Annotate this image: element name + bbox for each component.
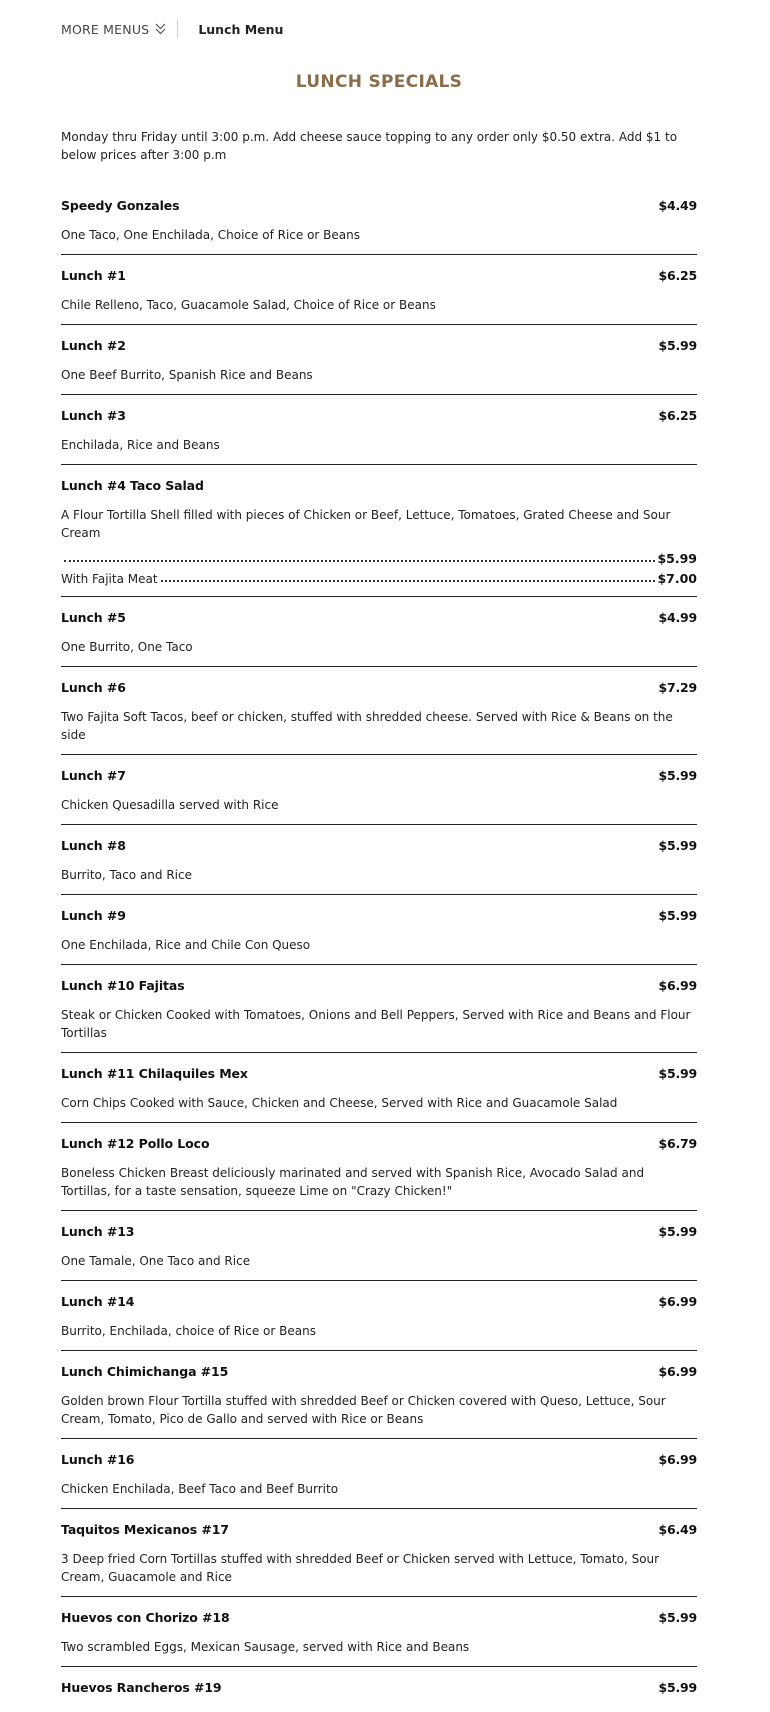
menu-item-description: Steak or Chicken Cooked with Tomatoes, Onions and Bell Peppers, Served with Rice and Beans and Flour Tortillas [61, 1008, 691, 1040]
menu-item-options [61, 546, 697, 586]
menu-item-description: Two Fajita Soft Tacos, beef or chicken, stuffed with shredded cheese. Served with Rice & Beans on the side [61, 710, 673, 742]
menu-item-header [61, 1452, 697, 1474]
menu-item-description: Boneless Chicken Breast deliciously marinated and served with Spanish Rice, Avocado Salad and Tortillas, for a taste sensation, squeeze Lime on "Crazy Chicken!" [61, 1166, 645, 1198]
menu-item-name: Lunch #13 [61, 1224, 135, 1239]
menu-item-name: Lunch #16 [61, 1452, 135, 1467]
menu-item-price: $6.25 [658, 268, 697, 283]
menu-item [61, 667, 697, 755]
menu-item-header [61, 838, 697, 860]
menu-item-description: Chicken Quesadilla served with Rice [61, 798, 279, 812]
menu-item-name: Lunch #4 Taco Salad [61, 478, 204, 493]
menu-item [61, 1597, 697, 1667]
menu-item-price: $6.99 [658, 1364, 697, 1379]
option-price: $5.99 [657, 551, 697, 566]
menu-item-description: Two scrambled Eggs, Mexican Sausage, served with Rice and Beans [61, 1640, 470, 1654]
menu-item-header [61, 1136, 697, 1158]
menu-item-name: Huevos Rancheros #19 [61, 1680, 222, 1695]
menu-item-description: Enchilada, Rice and Beans [61, 438, 220, 452]
menu-item-name: Lunch #12 Pollo Loco [61, 1136, 210, 1151]
menu-item-name: Lunch #5 [61, 610, 126, 625]
menu-item-option [61, 546, 697, 566]
menu-item [61, 1509, 697, 1597]
menu-item-price: $6.49 [658, 1522, 697, 1537]
menu-item-header [61, 1224, 697, 1246]
menu-item [61, 1123, 697, 1211]
menu-item-description: Corn Chips Cooked with Sauce, Chicken and Cheese, Served with Rice and Guacamole Salad [61, 1096, 618, 1110]
menu-item [61, 895, 697, 965]
menu-item-price: $5.99 [658, 838, 697, 853]
current-menu-link[interactable]: Lunch Menu [198, 21, 284, 37]
menu-item-header [61, 198, 697, 220]
dotted-leader [64, 560, 655, 562]
menu-item-header [61, 1294, 697, 1316]
more-menus-label: MORE MENUS [61, 21, 150, 37]
menu-item-price: $7.29 [658, 680, 697, 695]
menu-item-name: Lunch #10 Fajitas [61, 978, 185, 993]
menu-item-description: One Taco, One Enchilada, Choice of Rice or Beans [61, 228, 360, 242]
menu-item [61, 255, 697, 325]
menu-item [61, 1211, 697, 1281]
menu-item [61, 198, 697, 255]
nav-divider [177, 20, 178, 38]
menu-item-description: One Tamale, One Taco and Rice [61, 1254, 251, 1268]
menu-item-name: Huevos con Chorizo #18 [61, 1610, 230, 1625]
menu-item-header [61, 1680, 697, 1702]
menu-item-price: $5.99 [658, 1066, 697, 1081]
menu-item-header [61, 680, 697, 702]
menu-item-header [61, 978, 697, 1000]
menu-item-header [61, 1066, 697, 1088]
menu-item-description: One Enchilada, Rice and Chile Con Queso [61, 938, 311, 952]
menu-item-price: $5.99 [658, 338, 697, 353]
menu-item-price: $6.99 [658, 978, 697, 993]
menu-item [61, 597, 697, 667]
menu-item-name: Lunch Chimichanga #15 [61, 1364, 229, 1379]
menu-item-header [61, 478, 697, 500]
menu-item [61, 1053, 697, 1123]
intro-text: Monday thru Friday until 3:00 p.m. Add cheese sauce topping to any order only $0.50 extra. Add $1 to below prices after 3:00 p.m [61, 130, 678, 162]
menu-item-header [61, 1610, 697, 1632]
menu-item-price: $5.99 [658, 1610, 697, 1625]
menu-item-description: Burrito, Taco and Rice [61, 868, 192, 882]
menu-item-name: Lunch #1 [61, 268, 126, 283]
page-title: LUNCH SPECIALS [295, 72, 463, 92]
menu-item-name: Lunch #14 [61, 1294, 135, 1309]
menu-item-name: Lunch #6 [61, 680, 126, 695]
menu-item-name: Lunch #9 [61, 908, 126, 923]
menu-item-price: $5.99 [658, 908, 697, 923]
menu-item [61, 965, 697, 1053]
menu-item-name: Lunch #11 Chilaquiles Mex [61, 1066, 248, 1081]
menu-item-header [61, 610, 697, 632]
more-menus-button[interactable] [61, 22, 166, 37]
menu-item-description: A Flour Tortilla Shell filled with pieces of Chicken or Beef, Lettuce, Tomatoes, Grated Cheese and Sour Cream [61, 508, 671, 540]
option-price: $7.00 [657, 571, 697, 586]
menu-item-name: Speedy Gonzales [61, 198, 180, 213]
menu-item [61, 1351, 697, 1439]
menu-item-name: Lunch #8 [61, 838, 126, 853]
menu-item [61, 1281, 697, 1351]
menu-item [61, 755, 697, 825]
dotted-leader [161, 580, 656, 582]
option-label: With Fajita Meat [61, 572, 158, 586]
menu-item-name: Lunch #7 [61, 768, 126, 783]
menu-item-header [61, 408, 697, 430]
menu-item-price: $6.25 [658, 408, 697, 423]
menu-item-header [61, 1522, 697, 1544]
double-chevron-down-icon [155, 23, 166, 35]
menu-item [61, 325, 697, 395]
top-nav [61, 18, 283, 40]
menu-item-price: $6.79 [658, 1136, 697, 1151]
menu-item-description: One Beef Burrito, Spanish Rice and Beans [61, 368, 313, 382]
menu-item-description: Chicken Enchilada, Beef Taco and Beef Burrito [61, 1482, 339, 1496]
menu-item-description: Golden brown Flour Tortilla stuffed with shredded Beef or Chicken covered with Queso, Lettuce, Sour Cream, Tomato, Pico de Gallo and served with Rice or Beans [61, 1394, 666, 1426]
menu-item-price: $5.99 [658, 1680, 697, 1695]
menu-item [61, 1439, 697, 1509]
menu-item-price: $5.99 [658, 1224, 697, 1239]
menu-item-price: $5.99 [658, 768, 697, 783]
menu-item-description: Chile Relleno, Taco, Guacamole Salad, Choice of Rice or Beans [61, 298, 436, 312]
menu-list [61, 198, 697, 1712]
menu-item-description: 3 Deep fried Corn Tortillas stuffed with shredded Beef or Chicken served with Lettuce, Tomato, Sour Cream, Guacamole and Rice [61, 1552, 660, 1584]
menu-item-name: Lunch #2 [61, 338, 126, 353]
menu-item-option [61, 566, 697, 586]
menu-item-price: $6.99 [658, 1452, 697, 1467]
menu-item-description: One Burrito, One Taco [61, 640, 193, 654]
menu-item-header [61, 768, 697, 790]
menu-item-header [61, 268, 697, 290]
menu-item-header [61, 908, 697, 930]
menu-item-header [61, 1364, 697, 1386]
menu-item-header [61, 338, 697, 360]
menu-item [61, 395, 697, 465]
menu-item-name: Lunch #3 [61, 408, 126, 423]
menu-item-price: $4.99 [658, 610, 697, 625]
menu-item-name: Taquitos Mexicanos #17 [61, 1522, 229, 1537]
menu-item [61, 1667, 697, 1712]
menu-item-description: Burrito, Enchilada, choice of Rice or Beans [61, 1324, 316, 1338]
menu-item [61, 825, 697, 895]
menu-item-price: $6.99 [658, 1294, 697, 1309]
menu-item [61, 465, 697, 597]
menu-item-price: $4.49 [658, 198, 697, 213]
